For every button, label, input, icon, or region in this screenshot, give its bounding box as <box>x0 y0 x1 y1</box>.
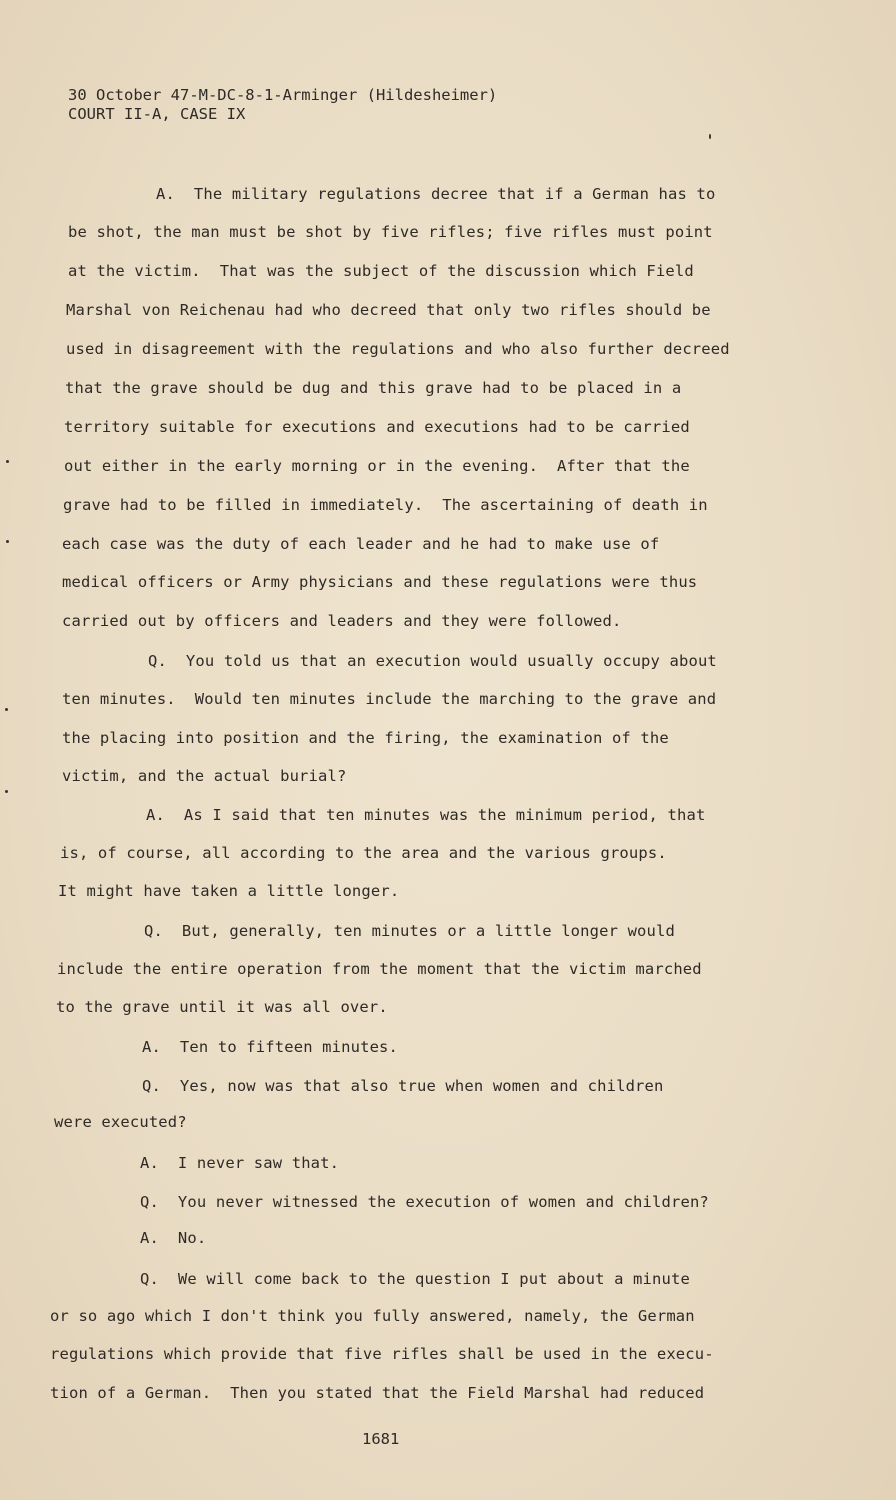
paper-speck <box>709 134 711 139</box>
transcript-line: Q. You told us that an execution would usually occupy about <box>148 652 717 670</box>
transcript-line: is, of course, all according to the area and the various groups. <box>60 844 667 862</box>
transcript-line: or so ago which I don't think you fully answered, namely, the German <box>50 1307 695 1325</box>
page-number: 1681 <box>362 1430 400 1448</box>
transcript-line: at the victim. That was the subject of the discussion which Field <box>68 262 694 280</box>
transcript-line: Q. You never witnessed the execution of women and children? <box>140 1193 709 1211</box>
transcript-line: A. Ten to fifteen minutes. <box>142 1038 399 1056</box>
transcript-line: Marshal von Reichenau had who decreed that only two rifles should be <box>66 301 711 319</box>
transcript-line: out either in the early morning or in the evening. After that the <box>64 457 690 475</box>
transcript-line: Q. But, generally, ten minutes or a little longer would <box>144 922 675 940</box>
transcript-line: territory suitable for executions and executions had to be carried <box>64 418 690 436</box>
transcript-line: used in disagreement with the regulations and who also further decreed <box>66 340 730 358</box>
transcript-line: A. As I said that ten minutes was the minimum period, that <box>146 806 706 824</box>
transcript-line: the placing into position and the firing, the examination of the <box>62 729 669 747</box>
transcript-line: A. The military regulations decree that if a German has to <box>156 185 716 203</box>
header-date-reference: 30 October 47-M-DC-8-1-Arminger (Hildesheimer) <box>68 86 498 104</box>
transcript-line: that the grave should be dug and this grave had to be placed in a <box>65 379 682 397</box>
paper-speck <box>6 540 9 543</box>
transcript-line: Q. We will come back to the question I put about a minute <box>140 1270 690 1288</box>
transcript-line: A. I never saw that. <box>140 1154 340 1172</box>
transcript-line: include the entire operation from the moment that the victim marched <box>57 960 702 978</box>
transcript-line: carried out by officers and leaders and they were followed. <box>62 612 622 630</box>
transcript-line: tion of a German. Then you stated that the Field Marshal had reduced <box>50 1384 705 1402</box>
paper-speck <box>5 790 8 793</box>
transcript-line: regulations which provide that five rifles shall be used in the execu- <box>50 1345 714 1363</box>
transcript-line: to the grave until it was all over. <box>56 998 388 1016</box>
document-header <box>68 86 497 124</box>
transcript-line: were executed? <box>54 1113 187 1131</box>
transcript-line: A. No. <box>140 1229 207 1247</box>
transcript-line: each case was the duty of each leader and he had to make use of <box>62 535 660 553</box>
paper-speck <box>6 460 9 463</box>
transcript-line: Q. Yes, now was that also true when women and children <box>142 1077 664 1095</box>
transcript-line: grave had to be filled in immediately. The ascertaining of death in <box>63 496 708 514</box>
transcript-line: victim, and the actual burial? <box>62 767 347 785</box>
transcript-line: It might have taken a little longer. <box>58 882 400 900</box>
transcript-line: ten minutes. Would ten minutes include the marching to the grave and <box>62 690 717 708</box>
header-court-case: COURT II-A, CASE IX <box>68 105 246 123</box>
paper-speck <box>5 708 8 711</box>
transcript-line: be shot, the man must be shot by five rifles; five rifles must point <box>68 223 713 241</box>
transcript-line: medical officers or Army physicians and these regulations were thus <box>62 573 698 591</box>
